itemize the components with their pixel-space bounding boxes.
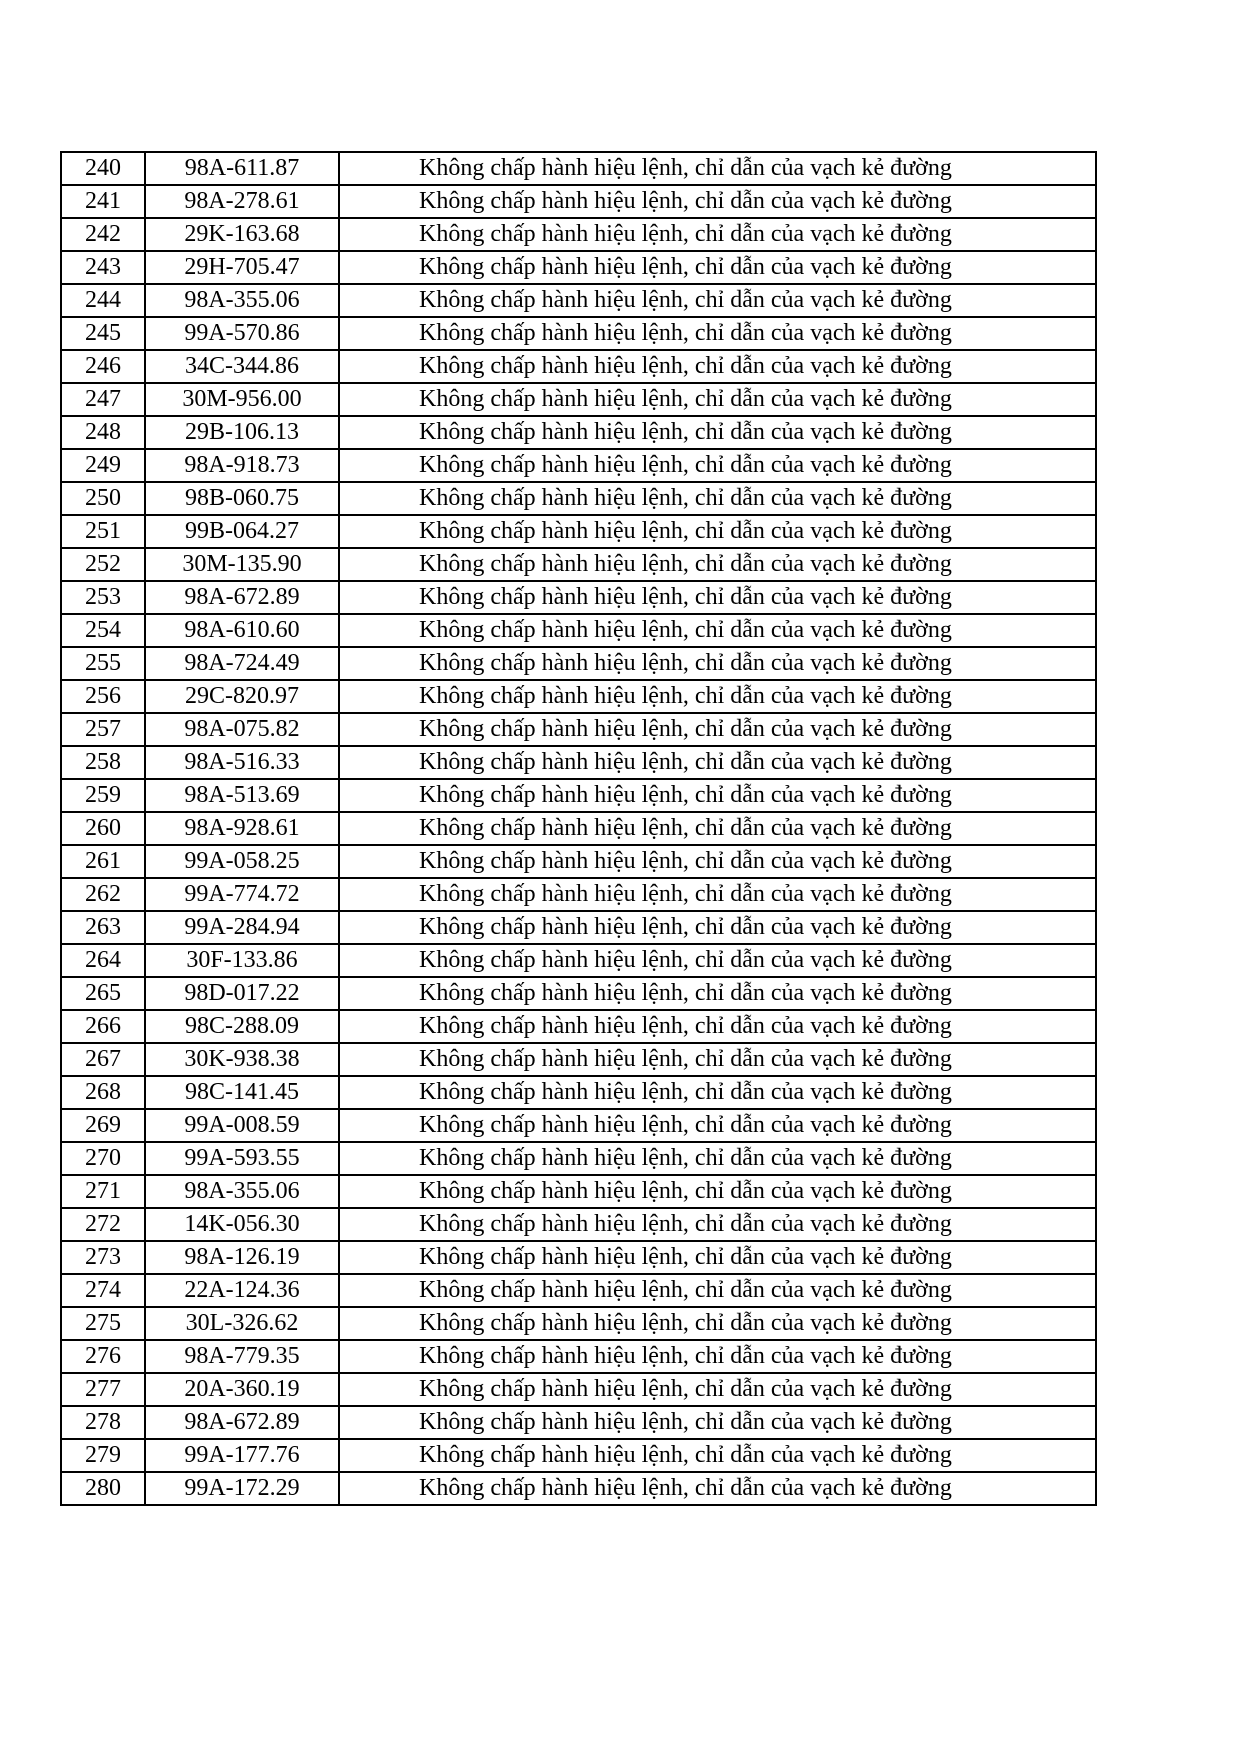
row-number: 271 (61, 1175, 145, 1208)
row-number: 247 (61, 383, 145, 416)
violation-description: Không chấp hành hiệu lệnh, chỉ dẫn của vạch kẻ đường (339, 680, 1096, 713)
row-number: 263 (61, 911, 145, 944)
license-plate: 98A-918.73 (145, 449, 339, 482)
row-number: 274 (61, 1274, 145, 1307)
violation-description: Không chấp hành hiệu lệnh, chỉ dẫn của vạch kẻ đường (339, 185, 1096, 218)
row-number: 240 (61, 152, 145, 185)
violation-description: Không chấp hành hiệu lệnh, chỉ dẫn của vạch kẻ đường (339, 1208, 1096, 1241)
row-number: 255 (61, 647, 145, 680)
table-row (61, 1142, 1096, 1175)
license-plate: 30M-135.90 (145, 548, 339, 581)
table-row (61, 548, 1096, 581)
row-number: 257 (61, 713, 145, 746)
row-number: 241 (61, 185, 145, 218)
row-number: 248 (61, 416, 145, 449)
license-plate: 30M-956.00 (145, 383, 339, 416)
license-plate: 98A-724.49 (145, 647, 339, 680)
row-number: 261 (61, 845, 145, 878)
table-row (61, 1439, 1096, 1472)
table-row (61, 944, 1096, 977)
license-plate: 98A-075.82 (145, 713, 339, 746)
table-row (61, 482, 1096, 515)
table-body (61, 152, 1096, 1505)
row-number: 262 (61, 878, 145, 911)
violation-description: Không chấp hành hiệu lệnh, chỉ dẫn của vạch kẻ đường (339, 746, 1096, 779)
table-row (61, 1340, 1096, 1373)
license-plate: 99A-593.55 (145, 1142, 339, 1175)
license-plate: 98C-141.45 (145, 1076, 339, 1109)
license-plate: 99A-058.25 (145, 845, 339, 878)
violation-description: Không chấp hành hiệu lệnh, chỉ dẫn của vạch kẻ đường (339, 647, 1096, 680)
license-plate: 30L-326.62 (145, 1307, 339, 1340)
row-number: 242 (61, 218, 145, 251)
row-number: 254 (61, 614, 145, 647)
row-number: 244 (61, 284, 145, 317)
row-number: 267 (61, 1043, 145, 1076)
violation-description: Không chấp hành hiệu lệnh, chỉ dẫn của vạch kẻ đường (339, 284, 1096, 317)
table-row (61, 1274, 1096, 1307)
row-number: 265 (61, 977, 145, 1010)
table-row (61, 1472, 1096, 1505)
license-plate: 98B-060.75 (145, 482, 339, 515)
row-number: 249 (61, 449, 145, 482)
row-number: 278 (61, 1406, 145, 1439)
license-plate: 99A-177.76 (145, 1439, 339, 1472)
row-number: 259 (61, 779, 145, 812)
table-row (61, 416, 1096, 449)
violation-description: Không chấp hành hiệu lệnh, chỉ dẫn của vạch kẻ đường (339, 515, 1096, 548)
row-number: 260 (61, 812, 145, 845)
row-number: 276 (61, 1340, 145, 1373)
license-plate: 30F-133.86 (145, 944, 339, 977)
table-row (61, 317, 1096, 350)
table-row (61, 911, 1096, 944)
row-number: 269 (61, 1109, 145, 1142)
license-plate: 98A-610.60 (145, 614, 339, 647)
violation-description: Không chấp hành hiệu lệnh, chỉ dẫn của vạch kẻ đường (339, 1043, 1096, 1076)
table-row (61, 1307, 1096, 1340)
violation-description: Không chấp hành hiệu lệnh, chỉ dẫn của vạch kẻ đường (339, 1307, 1096, 1340)
row-number: 272 (61, 1208, 145, 1241)
table-row (61, 515, 1096, 548)
violation-description: Không chấp hành hiệu lệnh, chỉ dẫn của vạch kẻ đường (339, 416, 1096, 449)
row-number: 250 (61, 482, 145, 515)
violation-description: Không chấp hành hiệu lệnh, chỉ dẫn của vạch kẻ đường (339, 548, 1096, 581)
license-plate: 99A-172.29 (145, 1472, 339, 1505)
license-plate: 98D-017.22 (145, 977, 339, 1010)
row-number: 252 (61, 548, 145, 581)
violation-description: Không chấp hành hiệu lệnh, chỉ dẫn của vạch kẻ đường (339, 977, 1096, 1010)
violation-description: Không chấp hành hiệu lệnh, chỉ dẫn của vạch kẻ đường (339, 1472, 1096, 1505)
violation-description: Không chấp hành hiệu lệnh, chỉ dẫn của vạch kẻ đường (339, 713, 1096, 746)
violation-description: Không chấp hành hiệu lệnh, chỉ dẫn của vạch kẻ đường (339, 878, 1096, 911)
violation-description: Không chấp hành hiệu lệnh, chỉ dẫn của vạch kẻ đường (339, 1175, 1096, 1208)
violation-description: Không chấp hành hiệu lệnh, chỉ dẫn của vạch kẻ đường (339, 1076, 1096, 1109)
table-row (61, 1043, 1096, 1076)
license-plate: 98A-126.19 (145, 1241, 339, 1274)
license-plate: 98A-513.69 (145, 779, 339, 812)
license-plate: 98A-516.33 (145, 746, 339, 779)
violation-description: Không chấp hành hiệu lệnh, chỉ dẫn của vạch kẻ đường (339, 251, 1096, 284)
row-number: 280 (61, 1472, 145, 1505)
license-plate: 99A-774.72 (145, 878, 339, 911)
violation-description: Không chấp hành hiệu lệnh, chỉ dẫn của vạch kẻ đường (339, 911, 1096, 944)
row-number: 243 (61, 251, 145, 284)
row-number: 264 (61, 944, 145, 977)
row-number: 245 (61, 317, 145, 350)
table-row (61, 845, 1096, 878)
violation-description: Không chấp hành hiệu lệnh, chỉ dẫn của vạch kẻ đường (339, 812, 1096, 845)
violation-description: Không chấp hành hiệu lệnh, chỉ dẫn của vạch kẻ đường (339, 1010, 1096, 1043)
table-row (61, 284, 1096, 317)
violation-description: Không chấp hành hiệu lệnh, chỉ dẫn của vạch kẻ đường (339, 845, 1096, 878)
table-row (61, 812, 1096, 845)
license-plate: 29B-106.13 (145, 416, 339, 449)
table-row (61, 350, 1096, 383)
violation-description: Không chấp hành hiệu lệnh, chỉ dẫn của vạch kẻ đường (339, 317, 1096, 350)
table-row (61, 713, 1096, 746)
table-row (61, 185, 1096, 218)
violation-description: Không chấp hành hiệu lệnh, chỉ dẫn của vạch kẻ đường (339, 1241, 1096, 1274)
license-plate: 99A-008.59 (145, 1109, 339, 1142)
table-row (61, 614, 1096, 647)
license-plate: 34C-344.86 (145, 350, 339, 383)
row-number: 279 (61, 1439, 145, 1472)
table-row (61, 746, 1096, 779)
license-plate: 29H-705.47 (145, 251, 339, 284)
violation-description: Không chấp hành hiệu lệnh, chỉ dẫn của vạch kẻ đường (339, 1406, 1096, 1439)
license-plate: 99B-064.27 (145, 515, 339, 548)
license-plate: 99A-570.86 (145, 317, 339, 350)
table-row (61, 1208, 1096, 1241)
license-plate: 98A-355.06 (145, 1175, 339, 1208)
table-row (61, 1076, 1096, 1109)
violation-description: Không chấp hành hiệu lệnh, chỉ dẫn của vạch kẻ đường (339, 581, 1096, 614)
license-plate: 98A-672.89 (145, 1406, 339, 1439)
table-row (61, 1406, 1096, 1439)
table-row (61, 1010, 1096, 1043)
row-number: 273 (61, 1241, 145, 1274)
table-row (61, 152, 1096, 185)
row-number: 258 (61, 746, 145, 779)
table-row (61, 251, 1096, 284)
license-plate: 29C-820.97 (145, 680, 339, 713)
license-plate: 98A-278.61 (145, 185, 339, 218)
violation-description: Không chấp hành hiệu lệnh, chỉ dẫn của vạch kẻ đường (339, 350, 1096, 383)
violation-description: Không chấp hành hiệu lệnh, chỉ dẫn của vạch kẻ đường (339, 1109, 1096, 1142)
violation-description: Không chấp hành hiệu lệnh, chỉ dẫn của vạch kẻ đường (339, 482, 1096, 515)
license-plate: 98A-779.35 (145, 1340, 339, 1373)
license-plate: 98A-672.89 (145, 581, 339, 614)
violation-description: Không chấp hành hiệu lệnh, chỉ dẫn của vạch kẻ đường (339, 1439, 1096, 1472)
table-row (61, 581, 1096, 614)
row-number: 268 (61, 1076, 145, 1109)
row-number: 256 (61, 680, 145, 713)
violation-description: Không chấp hành hiệu lệnh, chỉ dẫn của vạch kẻ đường (339, 449, 1096, 482)
violation-description: Không chấp hành hiệu lệnh, chỉ dẫn của vạch kẻ đường (339, 152, 1096, 185)
table-row (61, 383, 1096, 416)
license-plate: 29K-163.68 (145, 218, 339, 251)
table-row (61, 1373, 1096, 1406)
violation-description: Không chấp hành hiệu lệnh, chỉ dẫn của vạch kẻ đường (339, 944, 1096, 977)
license-plate: 98C-288.09 (145, 1010, 339, 1043)
table-row (61, 779, 1096, 812)
table-row (61, 1241, 1096, 1274)
row-number: 253 (61, 581, 145, 614)
table-row (61, 977, 1096, 1010)
license-plate: 30K-938.38 (145, 1043, 339, 1076)
license-plate: 22A-124.36 (145, 1274, 339, 1307)
violation-description: Không chấp hành hiệu lệnh, chỉ dẫn của vạch kẻ đường (339, 779, 1096, 812)
table-row (61, 1175, 1096, 1208)
table-row (61, 449, 1096, 482)
table-row (61, 218, 1096, 251)
license-plate: 14K-056.30 (145, 1208, 339, 1241)
row-number: 251 (61, 515, 145, 548)
violation-description: Không chấp hành hiệu lệnh, chỉ dẫn của vạch kẻ đường (339, 383, 1096, 416)
row-number: 246 (61, 350, 145, 383)
row-number: 270 (61, 1142, 145, 1175)
violation-table (60, 151, 1097, 1506)
table-row (61, 680, 1096, 713)
license-plate: 98A-355.06 (145, 284, 339, 317)
table-row (61, 1109, 1096, 1142)
license-plate: 98A-611.87 (145, 152, 339, 185)
row-number: 275 (61, 1307, 145, 1340)
license-plate: 20A-360.19 (145, 1373, 339, 1406)
table-row (61, 647, 1096, 680)
violation-description: Không chấp hành hiệu lệnh, chỉ dẫn của vạch kẻ đường (339, 1142, 1096, 1175)
violation-description: Không chấp hành hiệu lệnh, chỉ dẫn của vạch kẻ đường (339, 1340, 1096, 1373)
license-plate: 99A-284.94 (145, 911, 339, 944)
row-number: 277 (61, 1373, 145, 1406)
violation-description: Không chấp hành hiệu lệnh, chỉ dẫn của vạch kẻ đường (339, 218, 1096, 251)
violation-description: Không chấp hành hiệu lệnh, chỉ dẫn của vạch kẻ đường (339, 614, 1096, 647)
license-plate: 98A-928.61 (145, 812, 339, 845)
violation-description: Không chấp hành hiệu lệnh, chỉ dẫn của vạch kẻ đường (339, 1274, 1096, 1307)
violation-description: Không chấp hành hiệu lệnh, chỉ dẫn của vạch kẻ đường (339, 1373, 1096, 1406)
table-row (61, 878, 1096, 911)
row-number: 266 (61, 1010, 145, 1043)
